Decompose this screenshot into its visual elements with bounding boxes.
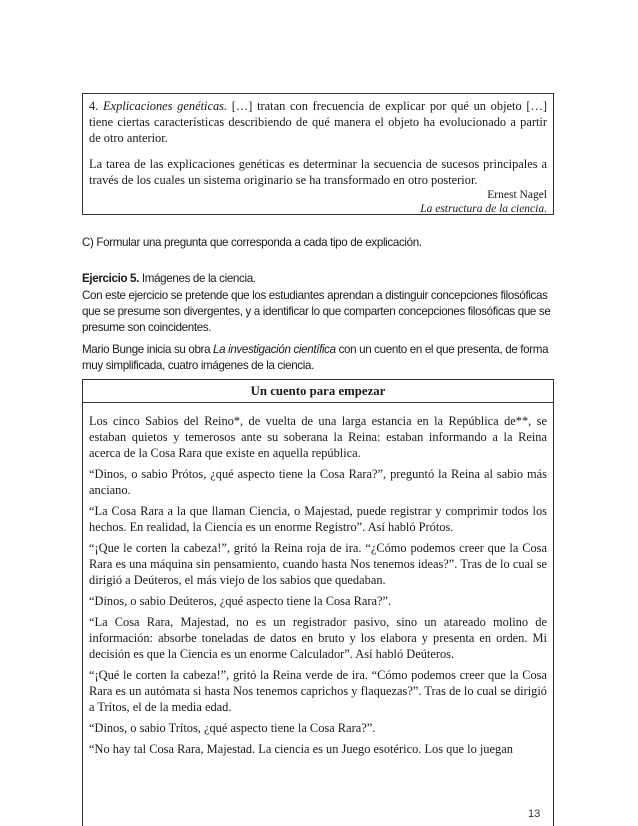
story-paragraph: “Dinos, o sabio Deúteros, ¿qué aspecto tiene la Cosa Rara?”. <box>89 594 392 608</box>
story-paragraph: “No hay tal Cosa Rara, Majestad. La ciencia es un Juego esotérico. Los que lo juegan <box>89 742 513 756</box>
story-paragraph: “Dinos, o sabio Trítos, ¿qué aspecto tiene la Cosa Rara?”. <box>89 721 376 735</box>
story-title: Un cuento para empezar <box>250 384 386 398</box>
story-paragraph: “La Cosa Rara, Majestad, no es un registrador pasivo, sino un atareado molino de información: absorbe toneladas de datos en bruto y los elabora y presenta en orden. Mi decisión es que la Ciencia es un enorme Calculador”. Así habló Deúteros. <box>89 615 547 661</box>
quote-box <box>82 93 554 215</box>
story-box <box>82 379 554 826</box>
exercise-5-label: Ejercicio 5. <box>82 272 140 285</box>
story-paragraph: Los cinco Sabios del Reino*, de vuelta de una larga estancia en la República de**, se estaban quietos y temerosos ante su soberana la Reina: estaban informando a la Reina acerca de la Cosa Rara que existe en aquella república. <box>89 414 547 460</box>
story-paragraph: “Dinos, o sabio Prótos, ¿qué aspecto tiene la Cosa Rara?”, preguntó la Reina al sabio más anciano. <box>89 467 547 497</box>
quote-paragraph-2: La tarea de las explicaciones genéticas es determinar la secuencia de sucesos principales a través de los cuales un sistema originario se ha transformado en otro posterior. <box>89 157 547 187</box>
quote-paragraph-1-text: […] tratan con frecuencia de explicar por qué un objeto […] tiene ciertas características describiendo de qué manera el objeto ha evolucionado a partir de otro anterior. <box>89 99 547 145</box>
exercise-5-description: Con este ejercicio se pretende que los estudiantes aprendan a distinguir concepciones filosóficas que se presume son divergentes, y a identificar lo que comparten concepciones filosóficas que se presume son coincidentes. <box>82 289 551 334</box>
quote-author: Ernest Nagel <box>487 189 547 201</box>
bunge-intro-after: con un cuento en el que presenta, de forma muy simplificada, cuatro imágenes de la ciencia. <box>82 343 549 372</box>
task-c-text: C) Formular una pregunta que corresponda a cada tipo de explicación. <box>82 236 422 249</box>
exercise-5-heading <box>82 271 562 287</box>
item-number: 4. <box>89 99 99 113</box>
quote-paragraph-1 <box>89 98 547 146</box>
bunge-intro-before: Mario Bunge inicia su obra <box>82 343 214 356</box>
bunge-work-title: La investigación científica <box>213 343 336 356</box>
story-divider <box>83 402 553 403</box>
story-paragraph: “¡Qué le corten la cabeza!”, gritó la Reina verde de ira. “Cómo podemos creer que la Cosa Rara es un autómata si hasta Nos tenemos caprichos y flaquezas?”. Tras de lo cual se dirigió a Trítos, el de la media edad. <box>89 668 547 714</box>
story-paragraph: “¡Que le corten la cabeza!”, gritó la Reina roja de ira. “¿Cómo podemos creer que la Cosa Rara es una máquina sin pensamiento, cuando hasta Nos tenemos ideas?”. Tras de lo cual se dirigió a Deúteros, el más viejo de los sabios que quedaban. <box>89 541 547 587</box>
quote-book-title: La estructura de la ciencia. <box>420 203 547 215</box>
page-number: 13 <box>528 808 541 820</box>
story-paragraph: “La Cosa Rara a la que llaman Ciencia, o Majestad, puede registrar y comprimir todos los hechos. En realidad, la Ciencia es un enorme Registro”. Así habló Prótos. <box>89 504 547 534</box>
bunge-intro <box>82 342 562 374</box>
item-title: Explicaciones genéticas. <box>103 99 228 113</box>
exercise-5-title: Imágenes de la ciencia. <box>139 272 256 285</box>
